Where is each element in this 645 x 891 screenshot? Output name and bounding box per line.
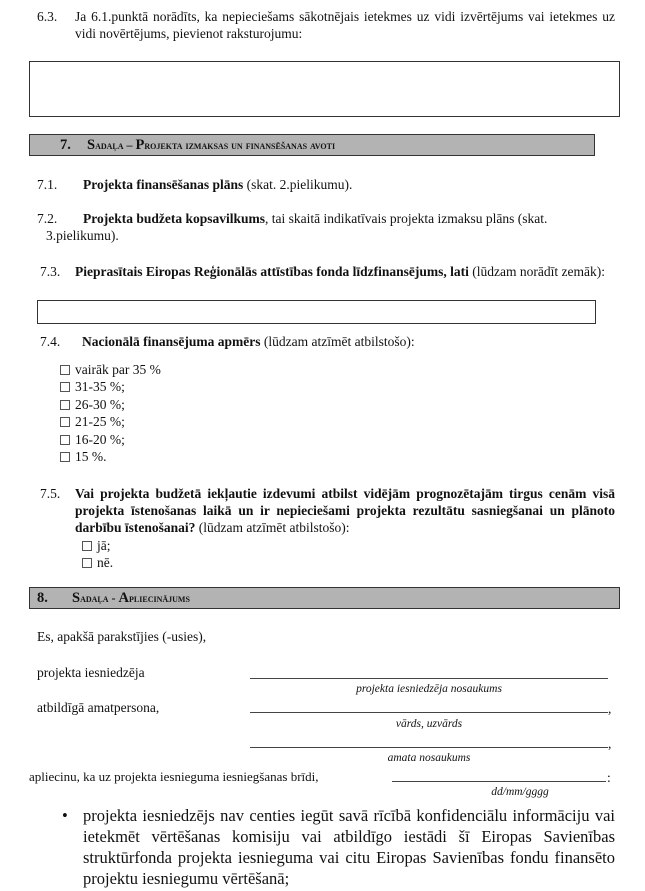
applicant-label: projekta iesniedzēja <box>37 665 145 680</box>
environment-assessment-field[interactable] <box>29 61 620 117</box>
item-text: Projekta finansēšanas plāns (skat. 2.pielikumu). <box>83 177 353 192</box>
colon: : <box>607 770 611 785</box>
section-title: Sadaļa - Apliecinājums <box>72 590 190 606</box>
bullet-icon: • <box>62 806 68 825</box>
item-number: 7.3. <box>40 264 61 279</box>
checkbox-icon[interactable] <box>82 541 92 551</box>
checkbox-icon[interactable] <box>60 400 70 410</box>
certify-label: apliecinu, ka uz projekta iesnieguma iesniegšanas brīdi, <box>29 769 319 784</box>
option-yes[interactable]: jā; <box>82 537 111 554</box>
option-no[interactable]: nē. <box>82 554 113 571</box>
checkbox-icon[interactable] <box>60 365 70 375</box>
section-title: Sadaļa – Projekta izmaksas un finansēšanas avoti <box>87 137 336 153</box>
item-number: 7.4. <box>40 334 61 349</box>
official-name-input[interactable] <box>250 712 608 713</box>
option-16-20[interactable]: 16-20 %; <box>60 431 125 448</box>
declaration-bullet: projekta iesniedzējs nav centies iegūt savā rīcībā konfidenciālu informāciju vai ietekmēt vērtēšanas komisiju vai atbildīgo iestādi šī Eiropas Savienības struktūrfonda projekta iesnieguma vai citu Eiropas Savienības fondu finansēto projektu iesniegumu vērtēšanā; <box>83 806 615 888</box>
date-input[interactable] <box>392 781 606 782</box>
checkbox-icon[interactable] <box>60 435 70 445</box>
position-title-caption: amata nosaukums <box>387 752 471 764</box>
checkbox-icon[interactable] <box>60 382 70 392</box>
item-text: Nacionālā finansējuma apmērs (lūdzam atzīmēt atbilstošo): <box>82 334 415 349</box>
comma: , <box>608 701 612 716</box>
option-15[interactable]: 15 %. <box>60 448 107 465</box>
item-text: Pieprasītais Eiropas Reģionālās attīstības fonda līdzfinansējums, lati (lūdzam norādīt zemāk): <box>75 264 605 279</box>
option-26-30[interactable]: 26-30 %; <box>60 396 125 413</box>
option-more-than-35[interactable]: vairāk par 35 % <box>60 361 161 378</box>
item-number: 7.5. <box>40 486 61 501</box>
checkbox-icon[interactable] <box>60 417 70 427</box>
item-text-cont: 3.pielikumu). <box>46 228 119 243</box>
option-21-25[interactable]: 21-25 %; <box>60 413 125 430</box>
section-8-header <box>29 587 620 609</box>
section-number: 7. <box>60 137 71 153</box>
option-31-35[interactable]: 31-35 %; <box>60 378 125 395</box>
item-text: Vai projekta budžetā iekļautie izdevumi atbilst vidējām prognozētajām tirgus cenām visā projekta īstenošanas laikā un ir nepieciešami projekta rezultātu sasniegšanai un plānoto darbību īstenošanai? (lūdzam atzīmēt atbilstošo): <box>75 486 615 535</box>
date-format-caption: dd/mm/gggg <box>491 786 549 798</box>
item-text: Ja 6.1.punktā norādīts, ka nepieciešams sākotnējais ietekmes uz vidi izvērtējums vai ietekmes uz vidi novērtējums, pievienot raksturojumu: <box>75 9 615 41</box>
section-7-header <box>29 134 595 156</box>
section-number: 8. <box>37 590 48 606</box>
item-number: 7.2. <box>37 211 58 226</box>
declaration-intro: Es, apakšā parakstījies (-usies), <box>37 629 207 644</box>
official-name-caption: vārds, uzvārds <box>395 718 463 730</box>
checkbox-icon[interactable] <box>60 452 70 462</box>
erdf-cofinancing-field[interactable] <box>37 300 596 324</box>
applicant-name-caption: projekta iesniedzēja nosaukums <box>356 683 502 695</box>
applicant-name-input[interactable] <box>250 678 608 679</box>
official-label: atbildīgā amatpersona, <box>37 700 160 715</box>
checkbox-icon[interactable] <box>82 558 92 568</box>
item-text: Projekta budžeta kopsavilkums, tai skaitā indikatīvais projekta izmaksu plāns (skat. <box>83 211 548 226</box>
item-number: 6.3. <box>37 9 58 24</box>
comma: , <box>608 736 612 751</box>
position-title-input[interactable] <box>250 747 608 748</box>
item-number: 7.1. <box>37 177 58 192</box>
